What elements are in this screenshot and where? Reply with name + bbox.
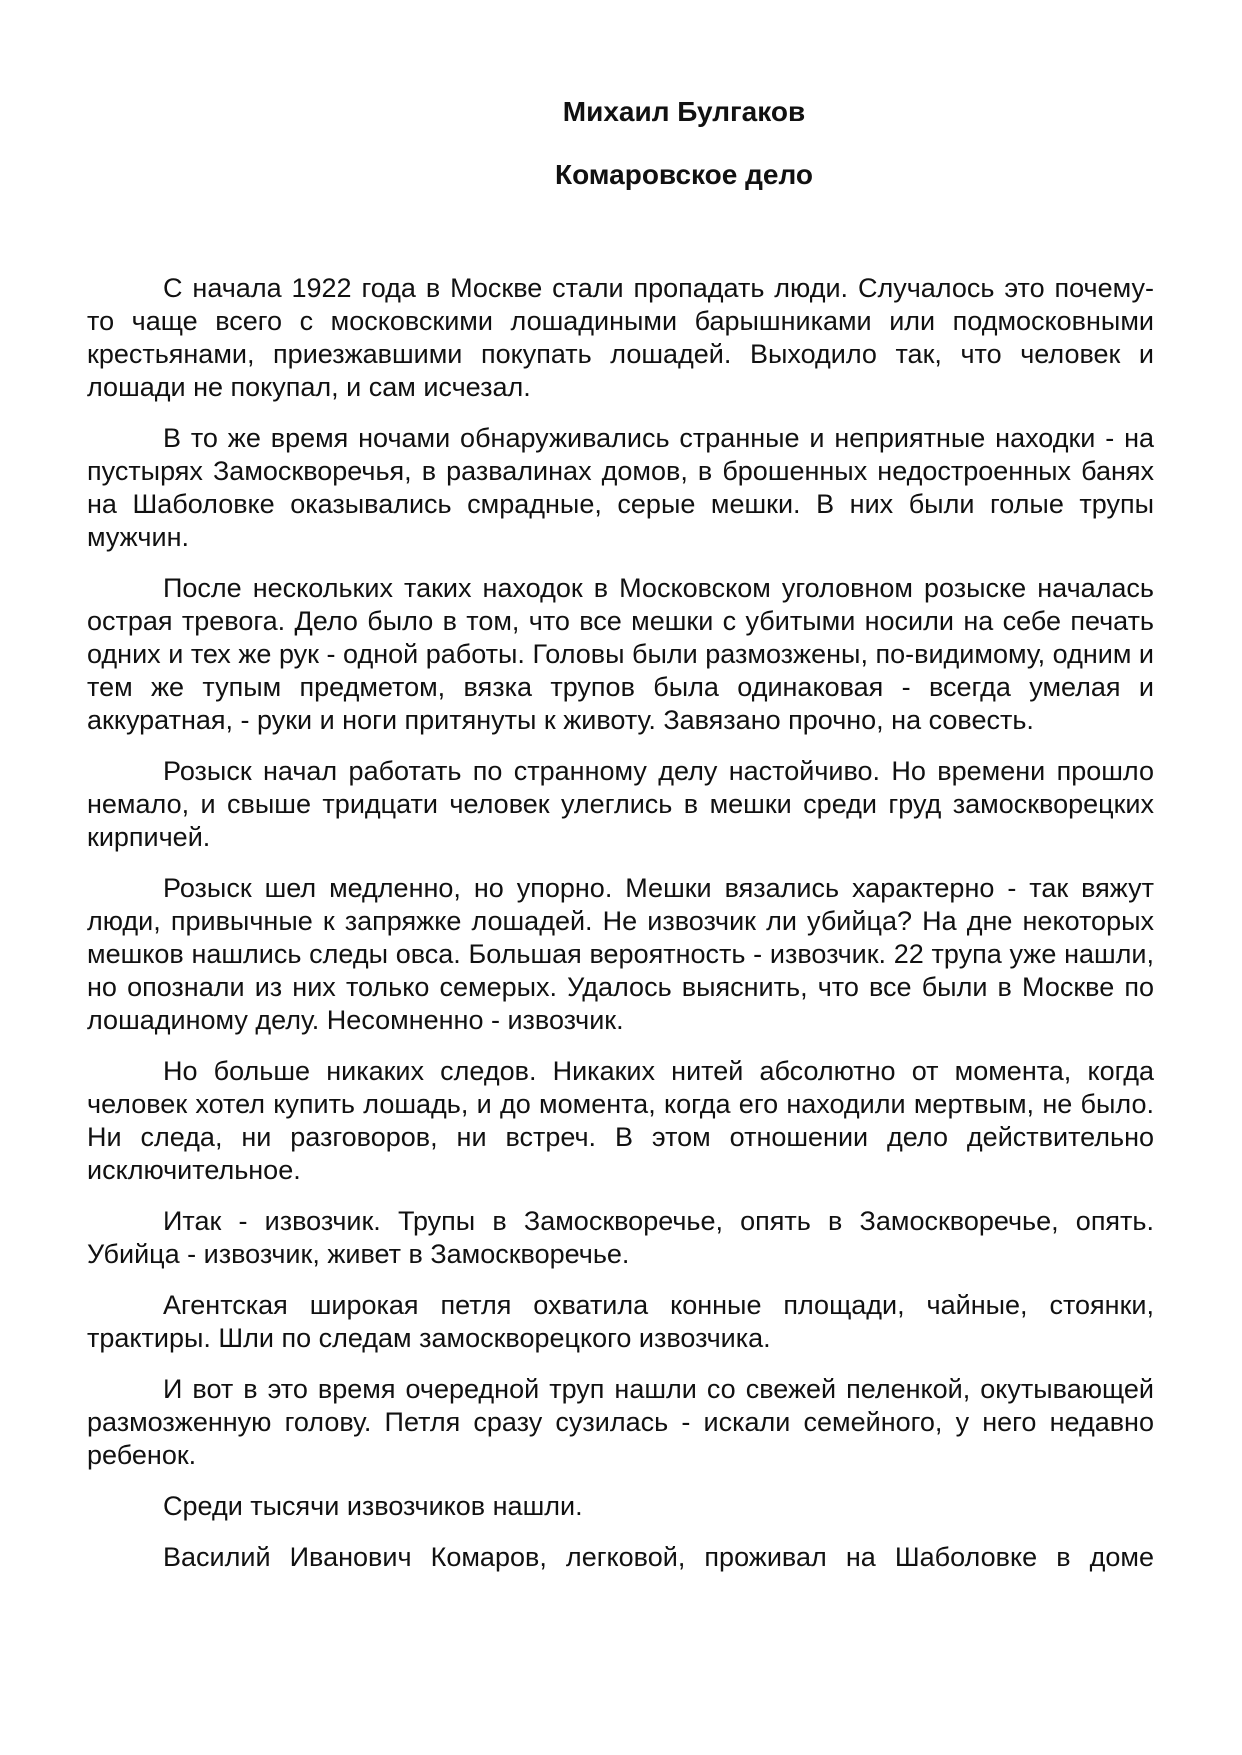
paragraph-3: После нескольких таких находок в Московском уголовном розыске началась острая тревога. Дело было в том, что все мешки с убитыми носили на себе печать одних и тех же рук - одной работы. Головы были размозжены, по-видимому, одним и тем же тупым предметом, вязка трупов была одинаковая - всегда умелая и аккуратная, - руки и ноги притянуты к животу. Завязано прочно, на совесть.: [87, 573, 1154, 735]
author-name: Михаил Булгаков: [562, 96, 806, 127]
paragraph-11: Василий Иванович Комаров, легковой, проживал на Шаболовке в доме: [163, 1542, 1154, 1572]
paragraph-9: И вот в это время очередной труп нашли со свежей пеленкой, окутывающей размозженную голову. Петля сразу сузилась - искали семейного, у него недавно ребенок.: [87, 1374, 1154, 1470]
document-title: Комаровское дело: [554, 159, 813, 190]
document-body: [87, 272, 1154, 1592]
paragraph-6: Но больше никаких следов. Никаких нитей абсолютно от момента, когда человек хотел купить лошадь, и до момента, когда его находили мертвым, не было. Ни следа, ни разговоров, ни встреч. В этом отношении дело действительно исключительное.: [87, 1056, 1154, 1185]
paragraph-4: Розыск начал работать по странному делу настойчиво. Но времени прошло немало, и свыше тридцати человек улеглись в мешки среди груд замоскворецких кирпичей.: [87, 756, 1154, 852]
paragraph-2: В то же время ночами обнаруживались странные и неприятные находки - на пустырях Замоскворечья, в развалинах домов, в брошенных недостроенных банях на Шаболовке оказывались смрадные, серые мешки. В них были голые трупы мужчин.: [87, 423, 1154, 552]
paragraph-1: С начала 1922 года в Москве стали пропадать люди. Случалось это почему-то чаще всего с московскими лошадиными барышниками или подмосковными крестьянами, приезжавшими покупать лошадей. Выходило так, что человек и лошади не покупал, и сам исчезал.: [87, 273, 1154, 402]
paragraph-7: Итак - извозчик. Трупы в Замоскворечье, опять в Замоскворечье, опять. Убийца - извозчик, живет в Замоскворечье.: [87, 1206, 1154, 1269]
paragraph-10: Среди тысячи извозчиков нашли.: [163, 1491, 583, 1521]
paragraph-5: Розыск шел медленно, но упорно. Мешки вязались характерно - так вяжут люди, привычные к запряжке лошадей. Не извозчик ли убийца? На дне некоторых мешков нашлись следы овса. Большая вероятность - извозчик. 22 трупа уже нашли, но опознали из них только семерых. Удалось выяснить, что все были в Москве по лошадиному делу. Несомненно - извозчик.: [87, 873, 1154, 1035]
document-header: [88, 95, 1154, 192]
paragraph-8: Агентская широкая петля охватила конные площади, чайные, стоянки, трактиры. Шли по следам замоскворецкого извозчика.: [87, 1290, 1154, 1353]
